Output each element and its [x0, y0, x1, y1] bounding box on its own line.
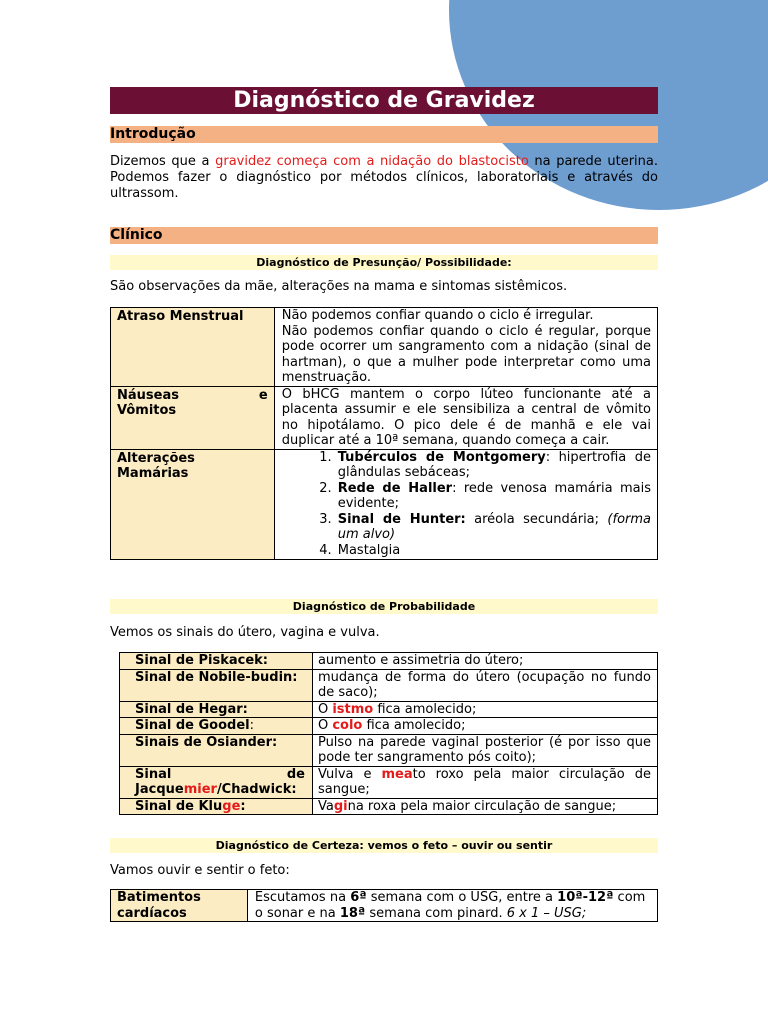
list-item: 1. Tubérculos de Montgomery: hipertrofia de glândulas sebáceas;	[336, 450, 651, 481]
row-label-atraso: Atraso Menstrual	[111, 308, 275, 387]
page-title: Diagnóstico de Gravidez	[110, 87, 658, 114]
table-row	[120, 734, 658, 766]
sinal-jacquemier-text: Vulva e meato roxo pela maior circulação de sangue;	[312, 766, 657, 798]
table-row	[120, 701, 658, 718]
table-row	[120, 766, 658, 798]
table-row	[120, 718, 658, 735]
atraso-text-1: Não podemos confiar quando o ciclo é irregular.	[281, 308, 594, 323]
list-item: 2. Rede de Haller: rede venosa mamária mais evidente;	[336, 481, 651, 512]
table-row	[111, 449, 658, 560]
subsection-heading-presuncao: Diagnóstico de Presunção/ Possibilidade:	[110, 255, 658, 270]
row-text-nauseas: O bHCG mantem o corpo lúteo funcionante até a placenta assumir e ele sensibiliza a central de vômito no hipotálamo. O pico dele é de manhã e ele vai duplicar até a 10ª semana, quando começa a cair.	[274, 386, 657, 449]
table-row	[111, 890, 658, 922]
mamarias-list	[282, 450, 651, 559]
row-label-nauseas	[111, 386, 275, 449]
probabilidade-intro: Vemos os sinais do útero, vagina e vulva.	[110, 625, 380, 640]
sinal-hegar-text: O istmo fica amolecido;	[312, 701, 657, 718]
list-item: 3. Sinal de Hunter: aréola secundária; (forma um alvo)	[336, 512, 651, 543]
intro-text-start: Dizemos que a	[110, 154, 216, 169]
nauseas-label-b: e	[258, 387, 268, 403]
subsection-heading-certeza: Diagnóstico de Certeza: vemos o feto – ouvir ou sentir	[110, 838, 658, 853]
intro-paragraph	[110, 154, 658, 202]
list-item: 4. Mastalgia	[336, 543, 651, 559]
presuncao-table	[110, 307, 658, 560]
certeza-intro: Vamos ouvir e sentir o feto:	[110, 863, 290, 878]
mamarias-label-b: Mamárias	[117, 466, 189, 481]
nauseas-label-c: Vômitos	[117, 403, 177, 418]
table-row	[120, 798, 658, 815]
intro-highlight: gravidez começa com a nidação do blastocisto	[215, 154, 529, 169]
batimentos-text: Escutamos na 6ª semana com o USG, entre a 10ª-12ª com o sonar e na 18ª semana com pinard. 6 x 1 – USG;	[247, 890, 657, 922]
sinal-hegar-label: Sinal de Hegar:	[120, 701, 313, 718]
sinal-piskacek-text: aumento e assimetria do útero;	[312, 653, 657, 670]
row-label-mamarias	[111, 449, 275, 560]
table-row	[120, 669, 658, 701]
table-row	[111, 308, 658, 387]
section-heading-introducao: Introdução	[110, 126, 658, 143]
sinal-goodel-label: Sinal de Goodel:	[120, 718, 313, 735]
sinal-jacquemier-label: Sinal de Jacquemier/Chadwick:	[120, 766, 313, 798]
table-row	[120, 653, 658, 670]
sinal-goodel-text: O colo fica amolecido;	[312, 718, 657, 735]
certeza-table	[110, 889, 658, 922]
sinal-piskacek-label: Sinal de Piskacek:	[120, 653, 313, 670]
subsection-heading-probabilidade: Diagnóstico de Probabilidade	[110, 599, 658, 614]
mamarias-label-a: Alterações	[117, 450, 195, 466]
table-row	[111, 386, 658, 449]
sinal-kluge-text: Vagina roxa pela maior circulação de sangue;	[312, 798, 657, 815]
probabilidade-table	[119, 652, 658, 815]
sinais-osiander-label: Sinais de Osiander:	[120, 734, 313, 766]
atraso-text-2: Não podemos confiar quando o ciclo é regular, porque pode ocorrer um sangramento com a nidação (sinal de hartman), o que a mulher pode interpretar como uma menstruação.	[281, 323, 651, 385]
sinal-kluge-label: Sinal de Kluge:	[120, 798, 313, 815]
intro-text-end: na parede uterina. Podemos fazer o diagnóstico por métodos clínicos, laboratoriais e através do ultrassom.	[110, 154, 658, 201]
sinal-nobile-label: Sinal de Nobile-budin:	[120, 669, 313, 701]
section-heading-clinico: Clínico	[110, 227, 658, 244]
nauseas-label-a: Náuseas	[117, 387, 179, 403]
row-text-mamarias	[274, 449, 657, 560]
batimentos-label: Batimentos cardíacos	[111, 890, 248, 922]
sinal-nobile-text: mudança de forma do útero (ocupação no fundo de saco);	[312, 669, 657, 701]
row-text-atraso	[274, 308, 657, 387]
presuncao-intro: São observações da mãe, alterações na mama e sintomas sistêmicos.	[110, 279, 568, 294]
sinais-osiander-text: Pulso na parede vaginal posterior (é por isso que pode ter sangramento pós coito);	[312, 734, 657, 766]
